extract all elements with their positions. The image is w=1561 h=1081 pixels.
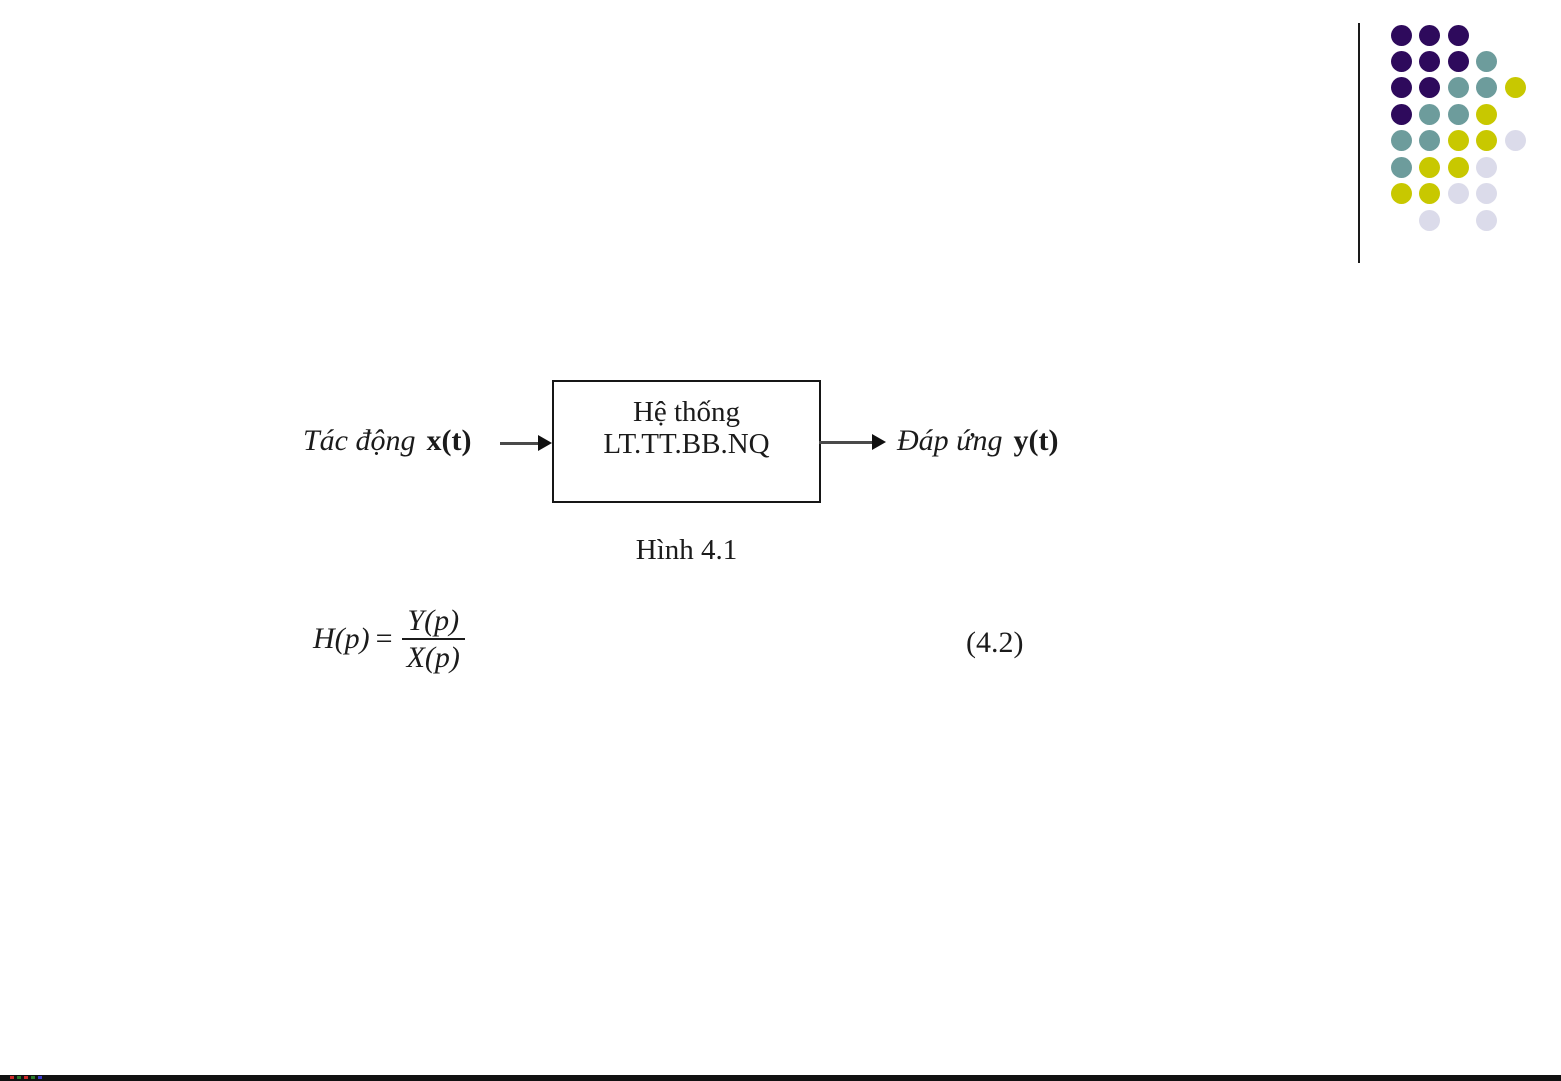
decor-dot [1419,25,1440,46]
input-label-text: Tác động [303,424,416,457]
decor-dot [1391,25,1412,46]
decor-dot [1448,77,1469,98]
decor-dot [1419,210,1440,231]
figure-output-label [897,423,1059,458]
decor-dot [1391,104,1412,125]
decor-dot [1476,210,1497,231]
decor-dot [1419,130,1440,151]
decor-dot [1419,51,1440,72]
decor-dot [1476,130,1497,151]
input-arrow [500,435,552,451]
input-arrow-shaft [500,442,541,445]
decor-dot [1419,104,1440,125]
decor-dot [1476,104,1497,125]
decor-dot [1448,130,1469,151]
equation-lhs: H(p) [313,622,370,655]
equation [313,604,465,674]
figure-caption: Hình 4.1 [635,534,738,566]
scan-artifact-speck [38,1076,42,1079]
output-arrow [819,434,886,450]
decor-dot [1448,104,1469,125]
system-box-line2: LT.TT.BB.NQ [603,428,770,460]
decor-dot [1448,157,1469,178]
decor-dot [1391,130,1412,151]
decor-dot [1419,157,1440,178]
output-signal-text: y(t) [1013,424,1059,457]
output-arrow-shaft [819,441,874,444]
scan-artifact-speck [10,1076,14,1079]
system-box-line1: Hệ thống [632,396,741,428]
fraction [402,604,465,674]
decor-dot [1476,51,1497,72]
arrow-head-icon [538,435,552,451]
fraction-bar [402,638,465,640]
decor-dot [1476,77,1497,98]
arrow-head-icon [872,434,886,450]
decor-dot [1505,77,1526,98]
equation-number: (4.2) [966,626,1024,659]
scan-artifact-speck [24,1076,28,1079]
decor-dot [1476,157,1497,178]
decor-dot [1476,183,1497,204]
input-signal-text: x(t) [426,424,472,457]
decor-dot [1419,183,1440,204]
fraction-numerator: Y(p) [407,604,460,637]
bottom-bar [0,1075,1561,1081]
figure-input-label [303,423,471,458]
equals-sign: = [375,622,393,655]
decor-dot [1419,77,1440,98]
decor-dot [1448,25,1469,46]
decor-divider-line [1358,23,1360,263]
output-label-text: Đáp ứng [897,424,1003,457]
decor-dot [1505,130,1526,151]
scan-artifact-speck [17,1076,21,1079]
decor-dot [1448,51,1469,72]
decor-dot [1391,157,1412,178]
fraction-denominator: X(p) [406,641,460,674]
decor-dot [1448,183,1469,204]
decor-dot [1391,183,1412,204]
system-box [552,380,821,503]
decor-dot [1391,51,1412,72]
decor-dot [1391,77,1412,98]
scan-artifact-speck [31,1076,35,1079]
